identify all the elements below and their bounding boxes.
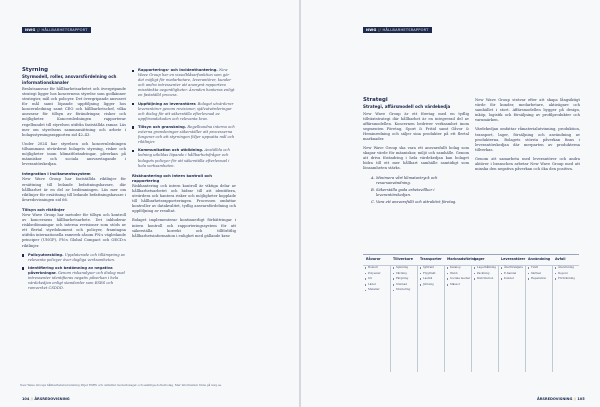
paragraph: Värdekedjan omfattar råmaterialutvinning, produktion, transport, lager, försäljning och användning av produkterna. Bolagets största påverkan finns i leverantörskedjan där merparten av produkterna tillverkas. [475, 127, 580, 152]
table-cell: Deponi [553, 272, 579, 276]
table-column [417, 266, 444, 372]
paragraph: New Wave Group ska vara ett ansvarsfullt bolag som skapar värde för människor, miljö och samhälle. Genom att driva förändring i hela värdekedjan kan bolaget bidra till ett mer hållbart samhälle samtidigt som lönsamheten stärks. [363, 146, 469, 171]
table-cell: Sömnad [391, 283, 417, 287]
table-cell: Bomull [363, 266, 389, 270]
footer-text: ÅRSREDOVISNING [34, 397, 70, 401]
table-cell: Sociala medier [445, 277, 471, 281]
section-subtitle: Styrmodell, roller, ansvarsfördelning och informationskanaler [22, 74, 117, 85]
table-column [498, 266, 525, 372]
table-cell: E-handel [499, 272, 525, 276]
table-header-cell: Tillverkare [393, 257, 413, 261]
table-cell: Reparation [526, 277, 552, 281]
left-column-1 [22, 68, 126, 295]
value-chain-table [363, 254, 579, 372]
list-item: A. Minimera vårt klimatavtryck och resursanvändning. [371, 175, 438, 185]
paragraph: Bolaget implementerar kontinuerligt förbättringar i intern kontroll och rapporteringssystem för att säkerställa korrekt och tillförlitlig hållbarhetsinformation i enlighet med gällande krav. [132, 218, 236, 238]
table-cell: Spinning [391, 266, 417, 270]
table-cell: Distribution [472, 277, 498, 281]
paragraph: New Wave Group är ett företag med en tydlig tillväxtstrategi där hållbarhet är en integrerad del av affärsmodellen. Koncernen bedriver verksamhet inom segmenten Företag, Sport & Fritid samt Gåvor & Heminredning och säljer sina produkter på ett flertal marknader. [363, 111, 469, 141]
table-cell: Montering [391, 288, 417, 292]
list-item: Rapporterings- och incidenthantering. New Wave Group har en visselblåsarfunktion som gör det möjligt för medarbetare, leverantörer, kunder och andra intressenter att anonymt rapportera misstänkta oegentligheter. Ärenden hanteras enligt en fastställd process. [132, 68, 236, 99]
paragraph: Genom att samarbeta med leverantörer och andra aktörer i branschen arbetar New Wave Group med att minska den negativa påverkan och öka den positiva. [475, 156, 580, 172]
table-cell: Webb [445, 272, 471, 276]
footer-right [537, 397, 585, 401]
table-cell: Järnväg [418, 283, 444, 287]
footer-separator: // [573, 397, 577, 401]
page-number: 105 [577, 397, 585, 401]
list-item: Identifiering och bedömning av negativa påverkningar. Genom riskanalyser och dialog med intressenter identifieras negativ påverkan i hela värdekedjan enligt standarder som ESRS och ramverket CSDDD. [22, 266, 126, 291]
section-title-styrning: Styrning [22, 67, 49, 73]
paragraph: New Wave Group har metoder för tillsyn och kontroll av koncernens hållbarhetsarbete. Det inkluderar riskbedömningar och interna revisioner som stöds av ett flertal styrdokument och policyer, framtagna utifrån internationella ramverk såsom FN:s vägledande principer (UNGP), FN:s Global Compact och OECD:s riktlinjer. [22, 212, 126, 248]
right-column-1 [363, 98, 469, 209]
table-cell: Återvinning [553, 266, 579, 270]
table-column [390, 266, 417, 372]
list-item: Policyutveckling. Uppdaterade och tillämpning av relevanta policyer över dagliga verksamheten. [22, 253, 126, 263]
list-item: Kommunikation och utbildning. Anställda och ledning utbildas löpande i hållbarhetsfrågor och bolagets policyer för att säkerställa efterlevnad i hela verksamheten. [132, 148, 236, 168]
table-cell: Kunder [499, 277, 525, 281]
header-separator: // [36, 28, 41, 32]
table-cell: Förbränning [553, 277, 579, 281]
header-tag: NWG [366, 28, 377, 32]
bullet-list [22, 253, 126, 292]
heading-riskhantering: Riskhantering och intern kontroll och rapportering [132, 172, 212, 183]
goal-list [363, 176, 469, 205]
table-cell: Sjöfrakt [418, 266, 444, 270]
table-cell: Polyester [363, 272, 389, 276]
paragraph: Beslutsansvar för hållbarhetsarbetet och övergripande strategi ligger hos koncernens styrelse som godkänner strategier, mål och policyer. Det övergripande ansvaret för mål samt löpande uppföljning ligger hos koncernledning samt CEO och hållbarhetschef, vilka ansvarar för tillsyn av förändringar, risker och möjligheter. Koncernledningen rapporterar regelbundet till styrelsen utifrån fastställda ramar. Läs mer om styrelsens sammansättning och arbete i bolagsstyrningsrapporten sid 42–43. [22, 86, 126, 137]
table-cell: Skötsel [526, 272, 552, 276]
paragraph: Riskhantering och intern kontroll är viktiga delar av hållbarhetsarbetet och bidrar till att identifiera, utvärdera och hantera risker och möjligheter kopplade till hållbarhetsrapporteringen. Processen omfattar kontroller av datakvalitet, tydlig ansvarsfördelning och uppföljning av resultat. [132, 183, 236, 214]
table-column [444, 266, 471, 372]
table-cell: Tvätt [526, 266, 552, 270]
paragraph: New Wave Group strävar efter att skapa långsiktigt värde för kunder, medarbetare, aktieägare och samhället i stort. Affärsmodellen bygger på design, inköp, logistik och försäljning av profilprodukter och varumärken. [475, 98, 580, 123]
table-cell: Läder [363, 283, 389, 287]
list-item: B. Säkerställa goda arbetsvillkor i leverantörskedjan. [371, 187, 435, 197]
table-column [471, 266, 498, 372]
table-cell: Färgning [391, 277, 417, 281]
table-column [525, 266, 552, 372]
table-cell: Lagerhållning [472, 266, 498, 270]
list-item: C. Vara ett ansvarsfullt och attraktivt företag. [371, 199, 457, 204]
table-header-cell: Råvaror [366, 257, 381, 261]
heading-tillsyn: Tillsyn och riktlinjer [22, 206, 65, 212]
left-column-2 [132, 68, 236, 243]
table-cell: Vävning [391, 272, 417, 276]
table-header-cell: Avfall [555, 257, 566, 261]
section-title-strategi: Strategi [363, 97, 388, 103]
right-column-2 [475, 98, 580, 176]
table-header-cell: Leverantörer [501, 257, 526, 261]
bullet-list [132, 68, 236, 169]
heading-integration: Integration i incitamentssystem [22, 171, 91, 177]
table-cell: Metaller [363, 288, 389, 292]
table-cell: Lastbil [418, 277, 444, 281]
paragraph: Under 2024 har styrelsen och koncernledningen tillsammans utvärderat bolagets styrning, risker och möjligheter inom klimatförändringar, påverkan på människor och sociala ansvarstagande i leverantörskedjan. [22, 141, 126, 167]
left-page [0, 0, 299, 407]
list-item: Tillsyn och granskning. Regelbundna interna och externa granskningar säkerställer att processerna fungerar och att styrningen följer uppsatta mål och riktlinjer. [132, 125, 236, 145]
table-header-cell: Lager [474, 257, 485, 261]
header-text: HÅLLBARHETSRAPPORT [382, 28, 429, 32]
footnote: New Wave Groups hållbarhetsredovisning följer ESRS och omfattar moderbolaget och samtliga dotterbolag. Mer information finns på nwg.se. [20, 383, 223, 387]
list-item: Uppföljning av leverantörer. Bolaget utvärderar leverantörer genom revisioner, självutvärderingar och dialog för att säkerställa efterlevnad av uppförandekoden och relevanta krav. [132, 102, 236, 122]
header-text: HÅLLBARHETSRAPPORT [41, 28, 88, 32]
table-cell: Återförsäljare [499, 266, 525, 270]
page-number: 104 [22, 397, 30, 401]
table-column [363, 266, 389, 372]
table-header-cell: Transporter [420, 257, 442, 261]
table-header-cell: Användning [528, 257, 551, 261]
table-cell: Katalog [445, 266, 471, 270]
table-cell: Flygfrakt [418, 272, 444, 276]
table-cell: Packning [472, 272, 498, 276]
footer-separator: // [30, 397, 34, 401]
table-cell: Ull [363, 277, 389, 281]
header-tag: NWG [25, 28, 36, 32]
footer-left [22, 397, 70, 401]
footer-text: ÅRSREDOVISNING [537, 397, 573, 401]
running-header-left [22, 27, 91, 33]
running-header-right [363, 27, 432, 33]
table-header-cell: Marknadsföring [447, 257, 477, 261]
header-separator: // [377, 28, 382, 32]
table-column [552, 266, 579, 372]
section-subtitle: Strategi, affärsmodell och värdekedja [363, 104, 451, 110]
paragraph: New Wave Group har fastställda riktlinjer för ersättning till ledande befattningshavare, där hållbarhet är en del av bedömningen. Läs mer om riktlinjer för ersättning till ledande befattningshavare i årsredovisningen sid 66. [22, 177, 126, 202]
table-cell: Mässor [445, 283, 471, 287]
